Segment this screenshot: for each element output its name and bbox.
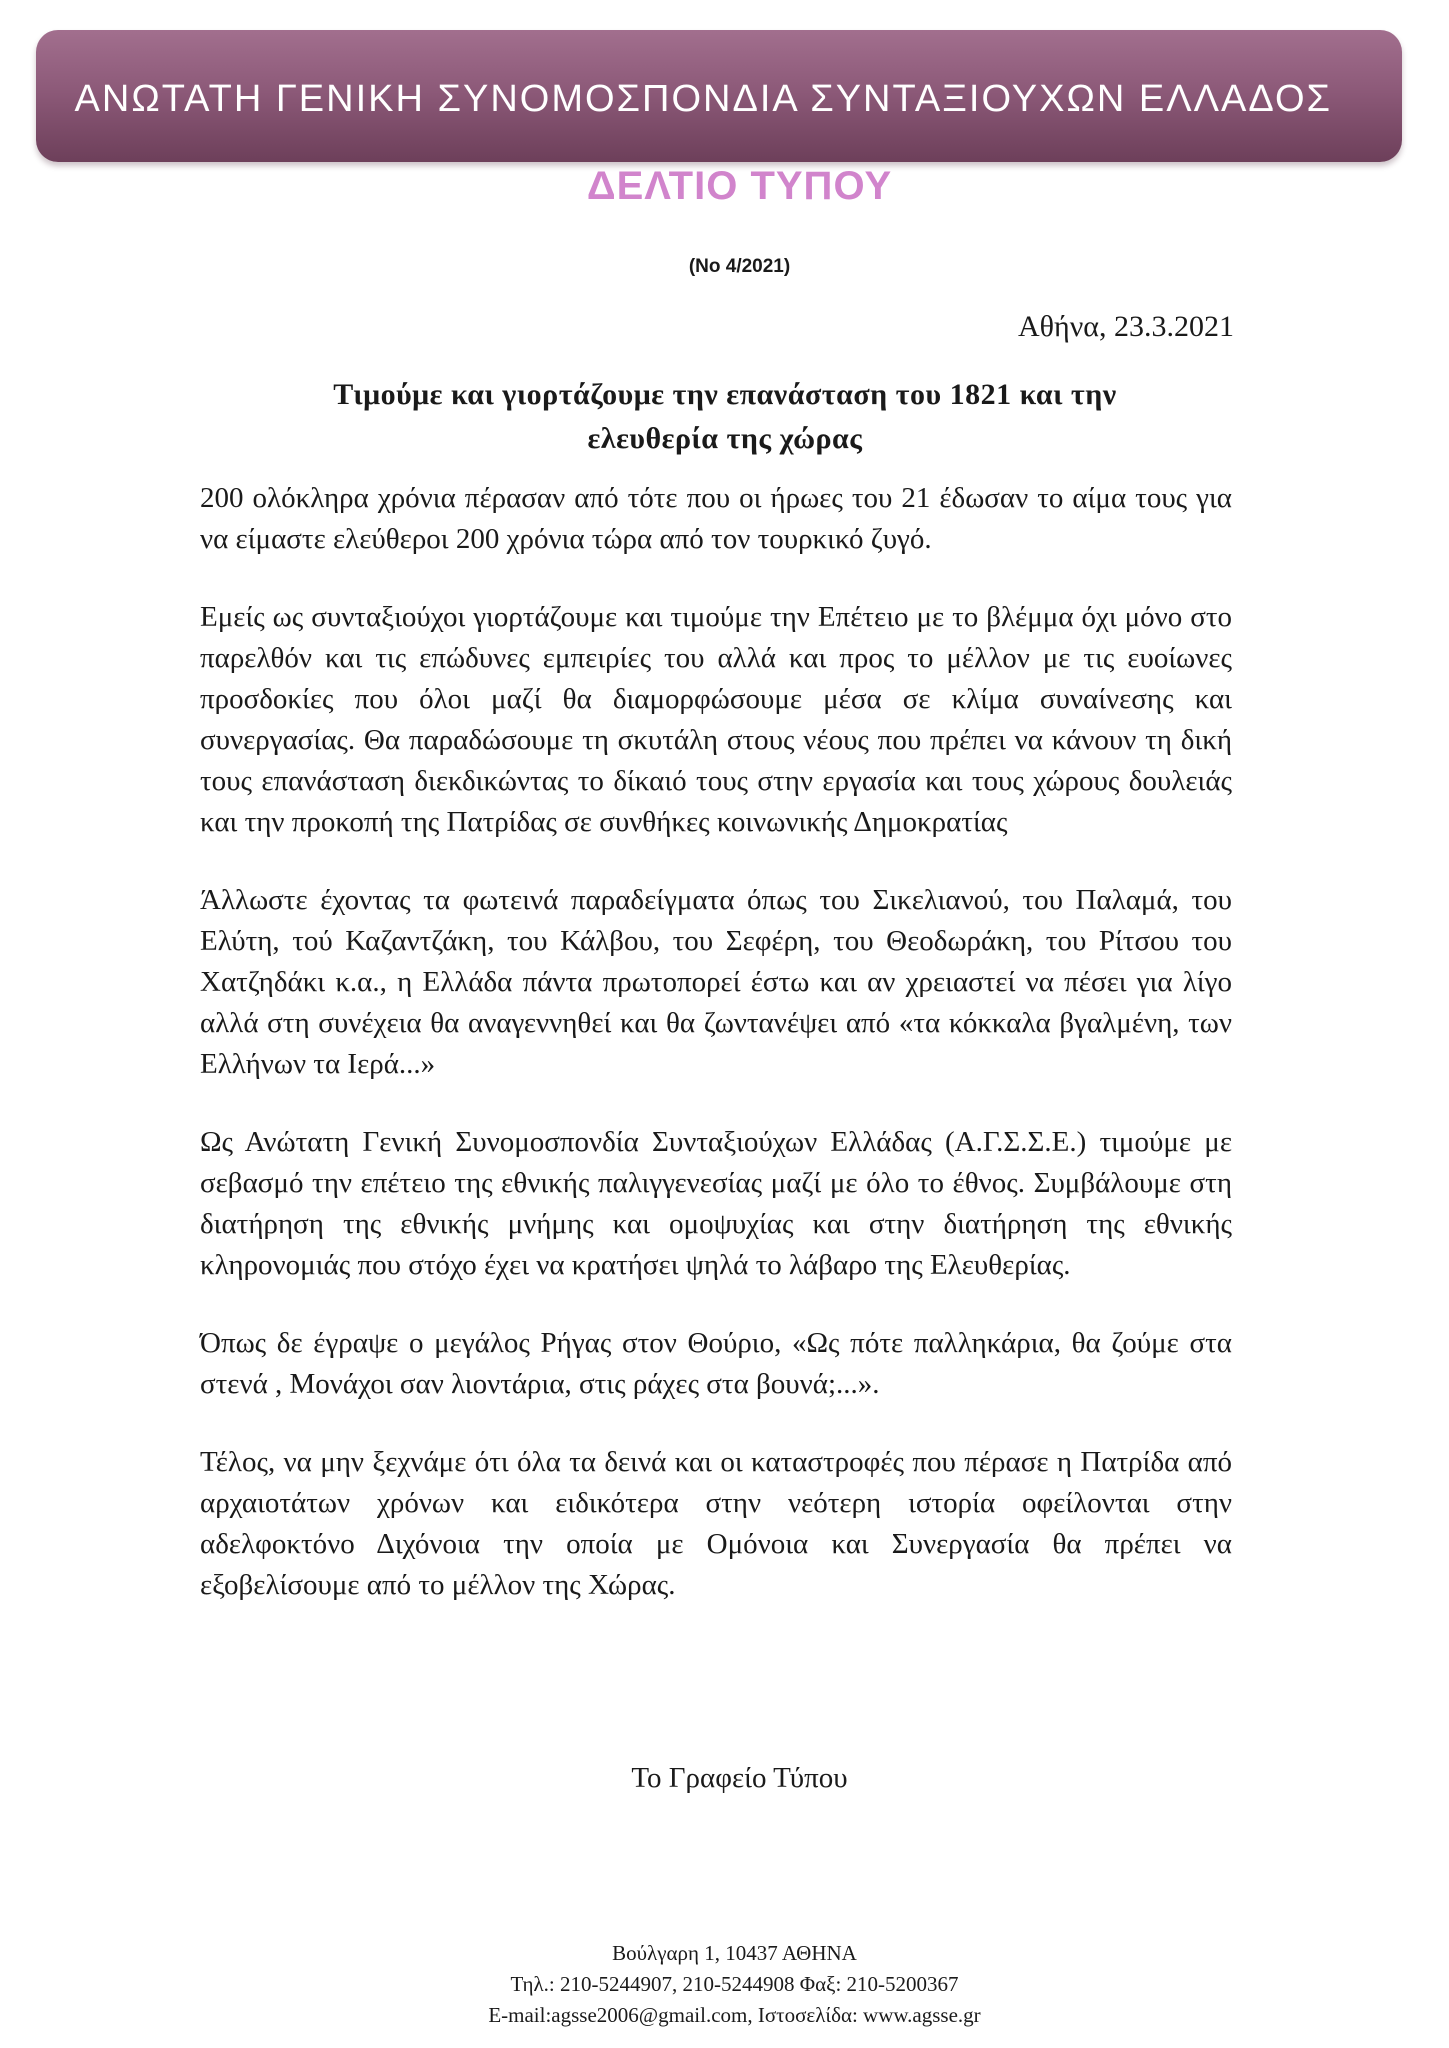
body-paragraph-3: Άλλωστε έχοντας τα φωτεινά παραδείγματα όπως του Σικελιανού, του Παλαμά, του Ελύτη, τού Καζαντζάκη, του Κάλβου, του Σεφέρη, του Θεοδωράκη, του Ρίτσου του Χατζηδάκι κ.α., η Ελλάδα πάντα πρωτοπορεί έστω και αν χρειαστεί να πέσει για λίγο αλλά στη συνέχεια θα αναγεννηθεί και θα ζωντανέψει από «τα κόκκαλα βγαλμένη, των Ελλήνων τα Ιερά...»: [200, 884, 1232, 1080]
body-paragraph-2: Εμείς ως συνταξιούχοι γιορτάζουμε και τιμούμε την Επέτειο με το βλέμμα όχι μόνο στο παρελθόν και τις επώδυνες εμπειρίες του αλλά και προς το μέλλον με τις ευοίωνες προσδοκίες που όλοι μαζί θα διαμορφώσουμε μέσα σε κλίμα συναίνεσης και συνεργασίας. Θα παραδώσουμε τη σκυτάλη στους νέους που πρέπει να κάνουν τη δική τους επανάσταση διεκδικώντας το δίκαιό τους στην εργασία και τους χώρους δουλειάς και την προκοπή της Πατρίδας σε συνθήκες κοινωνικής Δημοκρατίας: [200, 601, 1232, 838]
footer-contact: E-mail:agsse2006@gmail.com, Ιστοσελίδα: www.agsse.gr: [488, 2003, 981, 2027]
body-paragraph-1: 200 ολόκληρα χρόνια πέρασαν από τότε που οι ήρωες του 21 έδωσαν το αίμα τους για να είμαστε ελεύθεροι 200 χρόνια τώρα από τον τουρκικό ζυγό.: [200, 482, 1232, 555]
signature: Το Γραφείο Τύπου: [631, 1762, 848, 1794]
headline-line-1: Τιμούμε και γιορτάζουμε την επανάσταση του 1821 και την: [333, 378, 1117, 411]
footer-phones: Τηλ.: 210-5244907, 210-5244908 Φαξ: 210-5200367: [510, 1972, 959, 1996]
press-release-body: [200, 478, 1232, 1643]
document-number: (Νο 4/2021): [688, 256, 791, 277]
footer-address: Βούλγαρη 1, 10437 ΑΘΗΝΑ: [612, 1941, 857, 1965]
document-type-title: ΔΕΛΤΙΟ ΤΥΠΟΥ: [586, 164, 893, 208]
place-date: Αθήνα, 23.3.2021: [1017, 310, 1234, 343]
organization-name: ΑΝΩΤΑΤΗ ΓΕΝΙΚΗ ΣΥΝΟΜΟΣΠΟΝΔΙΑ ΣΥΝΤΑΞΙΟΥΧΩΝ ΕΛΛΑΔΟΣ: [74, 78, 1332, 120]
header-band: [36, 30, 1402, 162]
footer: [0, 1938, 1449, 2031]
body-paragraph-4: Ως Ανώτατη Γενική Συνομοσπονδία Συνταξιούχων Ελλάδας (Α.Γ.Σ.Σ.Ε.) τιμούμε με σεβασμό την επέτειο της εθνικής παλιγγενεσίας μαζί με όλο το έθνος. Συμβάλουμε στη διατήρηση της εθνικής μνήμης και ομοψυχίας και στην διατήρηση της εθνικής κληρονομιάς που στόχο έχει να κρατήσει ψηλά το λάβαρο της Ελευθερίας.: [200, 1126, 1232, 1281]
headline-line-2: ελευθερία της χώρας: [587, 422, 863, 455]
headline: [225, 373, 1225, 461]
body-paragraph-5: Όπως δε έγραψε ο μεγάλος Ρήγας στον Θούριο, «Ως πότε παλληκάρια, θα ζούμε στα στενά , Μονάχοι σαν λιοντάρια, στις ράχες στα βουνά;...».: [200, 1327, 1232, 1400]
body-paragraph-6: Τέλος, να μην ξεχνάμε ότι όλα τα δεινά και οι καταστροφές που πέρασε η Πατρίδα από αρχαιοτάτων χρόνων και ειδικότερα στην νεότερη ιστορία οφείλονται στην αδελφοκτόνο Διχόνοια την οποία με Ομόνοια και Συνεργασία θα πρέπει να εξοβελίσουμε από το μέλλον της Χώρας.: [200, 1446, 1232, 1601]
